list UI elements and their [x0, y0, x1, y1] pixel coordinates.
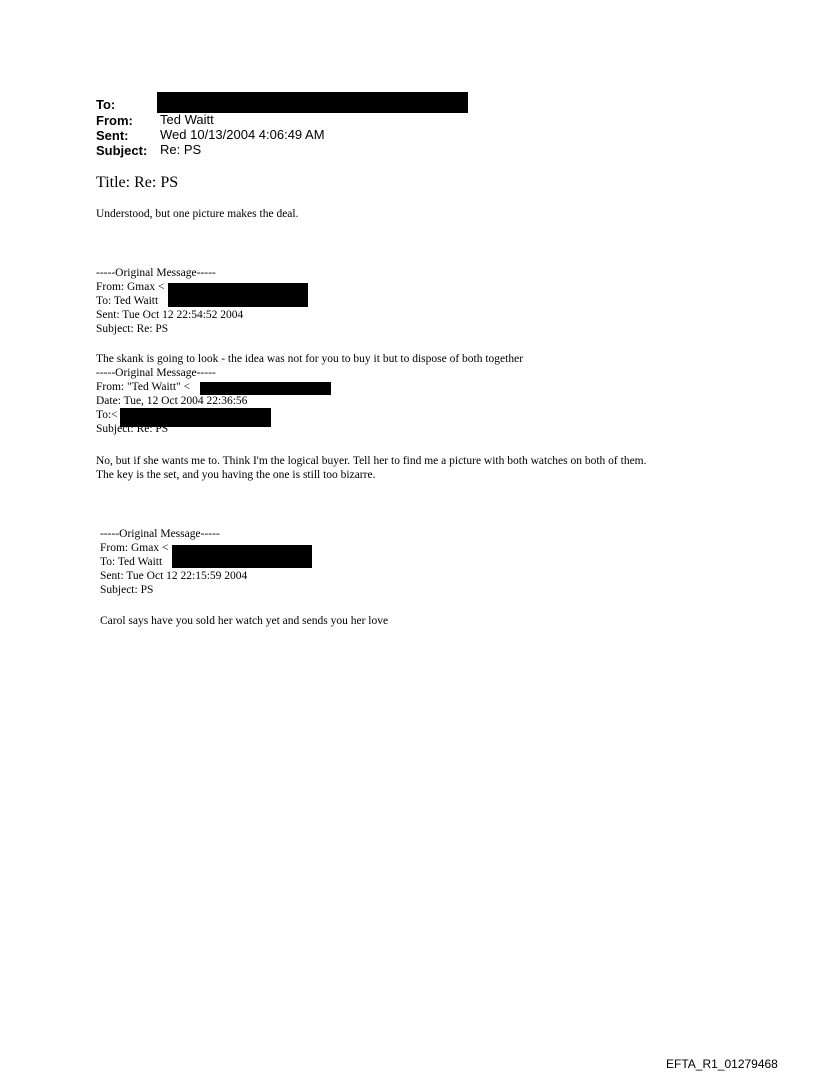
msg2-separator: -----Original Message-----: [96, 367, 216, 379]
msg3-to: To: Ted Waitt: [100, 556, 163, 568]
msg1-body: The skank is going to look - the idea was not for you to buy it but to dispose of both together: [96, 353, 524, 365]
msg1-subject: Subject: Re: PS: [96, 323, 169, 335]
msg3-from: From: Gmax <: [100, 542, 169, 554]
reply-body: Understood, but one picture makes the deal.: [96, 208, 299, 220]
redaction-bar: [200, 382, 331, 395]
msg2-from: From: "Ted Waitt" <: [96, 381, 191, 393]
msg3-body: Carol says have you sold her watch yet and sends you her love: [100, 615, 389, 627]
msg2-body-line1: No, but if she wants me to. Think I'm the logical buyer. Tell her to find me a picture with both watches on both of them.: [96, 455, 647, 467]
to-label: To:: [96, 97, 116, 112]
msg2-subject: Subject: Re: PS: [96, 423, 169, 435]
msg1-sent: Sent: Tue Oct 12 22:54:52 2004: [96, 309, 244, 321]
msg1-separator: -----Original Message-----: [96, 267, 216, 279]
subject-label: Subject:: [96, 143, 148, 158]
from-value: Ted Waitt: [160, 112, 214, 127]
sent-value: Wed 10/13/2004 4:06:49 AM: [160, 127, 325, 142]
subject-value: Re: PS: [160, 142, 202, 157]
msg2-body-line2: The key is the set, and you having the one is still too bizarre.: [96, 469, 376, 481]
msg3-separator: -----Original Message-----: [100, 528, 220, 540]
redaction-bar: [157, 92, 468, 113]
msg3-subject: Subject: PS: [100, 584, 154, 596]
from-label: From:: [96, 113, 133, 128]
title-line: Title: Re: PS: [96, 174, 179, 191]
msg1-from: From: Gmax <: [96, 281, 165, 293]
sent-label: Sent:: [96, 128, 129, 143]
redaction-bar: [172, 545, 312, 568]
msg2-to: To:<: [96, 409, 118, 421]
document-id: EFTA_R1_01279468: [666, 1057, 778, 1071]
redaction-bar: [168, 283, 308, 307]
msg1-to: To: Ted Waitt: [96, 295, 159, 307]
msg3-sent: Sent: Tue Oct 12 22:15:59 2004: [100, 570, 248, 582]
msg2-date: Date: Tue, 12 Oct 2004 22:36:56: [96, 395, 248, 407]
